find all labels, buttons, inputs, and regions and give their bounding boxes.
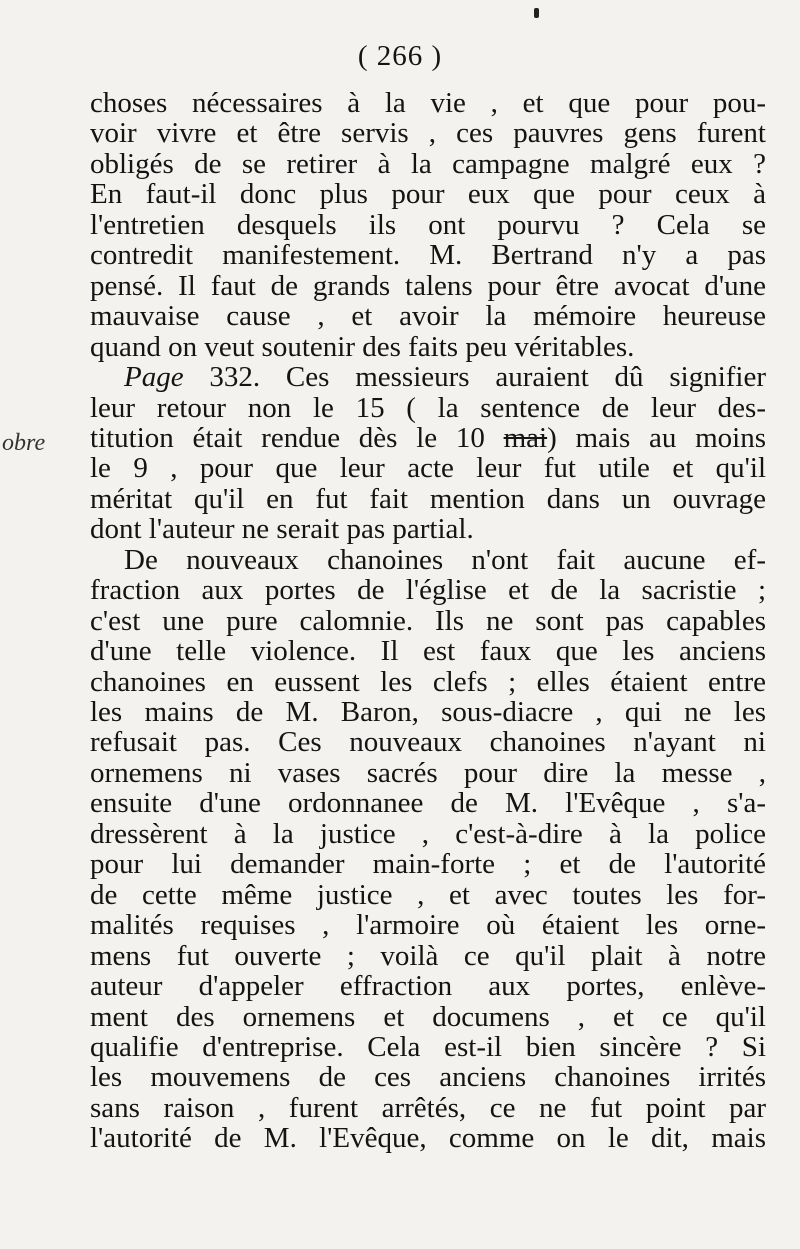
line-text: les mains de M. Baron, sous-diacre , qui ne les xyxy=(90,696,766,728)
line-text: quand on veut soutenir des faits peu véritables. xyxy=(90,330,635,363)
text-line xyxy=(90,331,766,363)
line-text: l'autorité de M. l'Evêque, comme on le dit, mais xyxy=(90,1122,766,1155)
line-text: ment des ornemens et documens , et ce qu'il xyxy=(90,1000,766,1033)
line-text: choses nécessaires à la vie , et que pour pou- xyxy=(90,87,766,119)
line-text: De nouveaux chanoines n'ont fait aucune ef- xyxy=(124,543,766,576)
text-line xyxy=(90,483,766,515)
text-line xyxy=(90,1001,766,1033)
line-text: de cette même justice , et avec toutes les for- xyxy=(90,878,766,911)
line-text: qualifie d'entreprise. Cela est-il bien sincère ? Si xyxy=(90,1030,766,1063)
line-text: l'entretien desquels ils ont pourvu ? Cela se xyxy=(90,208,766,241)
line-text: mens fut ouverte ; voilà ce qu'il plait à notre xyxy=(90,939,766,972)
line-text: ensuite d'une ordonnanee de M. l'Evêque , s'a- xyxy=(90,787,766,820)
line-text: titution était rendue dès le 10 xyxy=(90,421,504,454)
text-line xyxy=(90,239,766,271)
line-text: voir vivre et être servis , ces pauvres gens furent xyxy=(90,117,766,150)
text-line xyxy=(90,818,766,850)
line-text: d'une telle violence. Il est faux que les anciens xyxy=(90,635,766,668)
ink-speck xyxy=(534,8,539,18)
text-line xyxy=(90,635,766,667)
line-text: 332. Ces messieurs auraient dû signifier xyxy=(183,361,766,394)
line-text: chanoines en eussent les clefs ; elles étaient entre xyxy=(90,665,766,698)
text-line xyxy=(90,848,766,880)
line-tail: ) mais au moins xyxy=(547,421,766,454)
text-line xyxy=(90,757,766,789)
text-line xyxy=(90,422,766,454)
text-line xyxy=(90,726,766,758)
text-line xyxy=(90,940,766,972)
line-text: malités requises , l'armoire où étaient les orne- xyxy=(90,909,766,942)
text-line xyxy=(90,270,766,302)
text-line xyxy=(90,300,766,332)
text-line xyxy=(90,87,766,119)
text-line xyxy=(90,574,766,606)
line-text: mauvaise cause , et avoir la mémoire heureuse xyxy=(90,300,766,333)
line-text: pensé. Il faut de grands talens pour être avocat d'une xyxy=(90,269,766,302)
text-line xyxy=(90,879,766,911)
line-text: En faut-il donc plus pour eux que pour ceux à xyxy=(90,178,766,211)
margin-note: obre xyxy=(2,430,46,456)
line-text: méritat qu'il en fut fait mention dans un ouvrage xyxy=(90,482,766,515)
line-text: auteur d'appeler effraction aux portes, enlève- xyxy=(90,970,766,1003)
text-line xyxy=(90,1031,766,1063)
line-text: refusait pas. Ces nouveaux chanoines n'ayant ni xyxy=(90,726,766,759)
text-line xyxy=(90,1092,766,1124)
line-text: le 9 , pour que leur acte leur fut utile et qu'il xyxy=(90,452,766,485)
line-text: ornemens ni vases sacrés pour dire la messe , xyxy=(90,756,766,789)
text-line xyxy=(90,696,766,728)
text-line xyxy=(90,909,766,941)
text-line xyxy=(90,452,766,484)
line-text: c'est une pure calomnie. Ils ne sont pas capables xyxy=(90,604,766,637)
line-text: contredit manifestement. M. Bertrand n'y a pas xyxy=(90,239,766,272)
struck-word: mai xyxy=(503,421,548,454)
line-text: dont l'auteur ne serait pas partial. xyxy=(90,513,474,546)
text-line xyxy=(90,605,766,637)
line-text: dressèrent à la justice , c'est-à-dire à la police xyxy=(90,817,766,850)
text-line xyxy=(90,178,766,210)
italic-lead: Page xyxy=(124,361,184,394)
text-line xyxy=(90,209,766,241)
text-line xyxy=(90,513,766,545)
text-line xyxy=(90,117,766,149)
page-number: ( 266 ) xyxy=(357,40,443,72)
text-line xyxy=(90,1122,766,1154)
text-line xyxy=(90,787,766,819)
line-text: les mouvemens de ces anciens chanoines irrités xyxy=(90,1061,766,1094)
line-text: obligés de se retirer à la campagne malgré eux ? xyxy=(90,147,766,180)
text-line xyxy=(90,970,766,1002)
text-line xyxy=(90,666,766,698)
line-text: leur retour non le 15 ( la sentence de leur des- xyxy=(90,391,766,424)
line-text: sans raison , furent arrêtés, ce ne fut point par xyxy=(90,1091,766,1124)
line-text: pour lui demander main-forte ; et de l'autorité xyxy=(90,848,766,881)
line-text: fraction aux portes de l'église et de la sacristie ; xyxy=(90,574,766,607)
text-line xyxy=(90,148,766,180)
text-line xyxy=(124,544,766,576)
text-line xyxy=(90,1061,766,1093)
text-line xyxy=(124,361,766,393)
text-line xyxy=(90,392,766,424)
